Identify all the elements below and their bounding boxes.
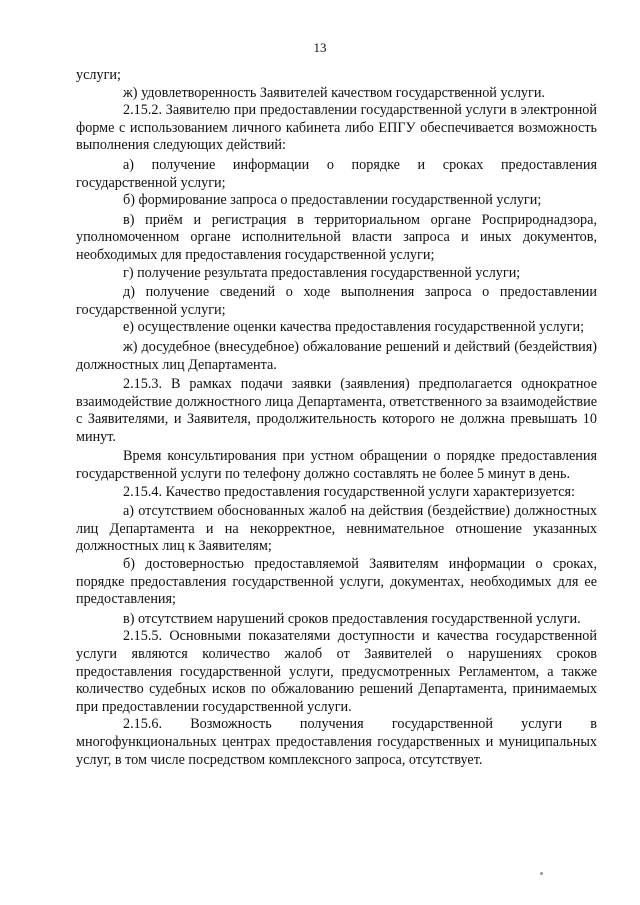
- paragraph: 2.15.4. Качество предоставления государственной услуги характеризуется:: [123, 483, 575, 500]
- page-number: 13: [313, 40, 327, 55]
- document-body: [76, 67, 597, 769]
- paragraph: 2.15.2. Заявителю при предоставлении государственной услуги в электронной форме с использованием личного кабинета либо ЕПГУ обеспечивается возможность выполнения следующих действий:: [76, 102, 597, 154]
- paragraph: а) отсутствием обоснованных жалоб на действия (бездействие) должностных лиц Департамента и на некорректное, невнимательное отношение указанных должностных лиц к Заявителям;: [76, 503, 597, 555]
- paragraph: б) формирование запроса о предоставлении государственной услуги;: [123, 192, 542, 209]
- paragraph: в) приём и регистрация в территориальном органе Росприроднадзора, уполномоченном органе исполнительной власти запроса и иных документов, необходимых для предоставления государственной услуги;: [76, 211, 597, 263]
- paragraph: в) отсутствием нарушений сроков предоставления государственной услуги.: [123, 610, 581, 627]
- paragraph: б) достоверностью предоставляемой Заявителям информации о сроках, порядке предоставления государственной услуги, документах, необходимых для ее предоставления;: [76, 556, 597, 608]
- paragraph: 2.15.3. В рамках подачи заявки (заявления) предполагается однократное взаимодействие должностного лица Департамента, ответственного за взаимодействие с Заявителями, и Заявителя, продолжительность которого не должна превышать 10 минут.: [76, 376, 597, 445]
- paragraph: е) осуществление оценки качества предоставления государственной услуги;: [123, 319, 585, 336]
- paragraph: 2.15.6. Возможность получения государственной услуги в многофункциональных центрах предоставления государственных и муниципальных услуг, в том числе посредством комплексного запроса, отсутствует.: [76, 716, 597, 768]
- paragraph: а) получение информации о порядке и сроках предоставления государственной услуги;: [76, 156, 597, 191]
- paragraph: ж) удовлетворенность Заявителей качеством государственной услуги.: [123, 84, 545, 101]
- paragraph: услуги;: [76, 67, 121, 83]
- paragraph: Время консультирования при устном обращении о порядке предоставления государственной услуги по телефону должно составлять не более 5 минут в день.: [76, 448, 597, 483]
- paragraph: д) получение сведений о ходе выполнения запроса о предоставлении государственной услуги;: [76, 284, 597, 318]
- paragraph: ж) досудебное (внесудебное) обжалование решений и действий (бездействия) должностных лиц Департамента.: [76, 338, 597, 373]
- scan-speck: [540, 872, 543, 875]
- paragraph: 2.15.5. Основными показателями доступности и качества государственной услуги являются количество жалоб от Заявителей о нарушениях сроков предоставления государственной услуги, предусмотренных Регламентом, а также количество судебных исков по обжалованию решений Департамента, принимаемых при предоставлении государственной услуги.: [76, 628, 597, 715]
- paragraph: г) получение результата предоставления государственной услуги;: [123, 264, 521, 281]
